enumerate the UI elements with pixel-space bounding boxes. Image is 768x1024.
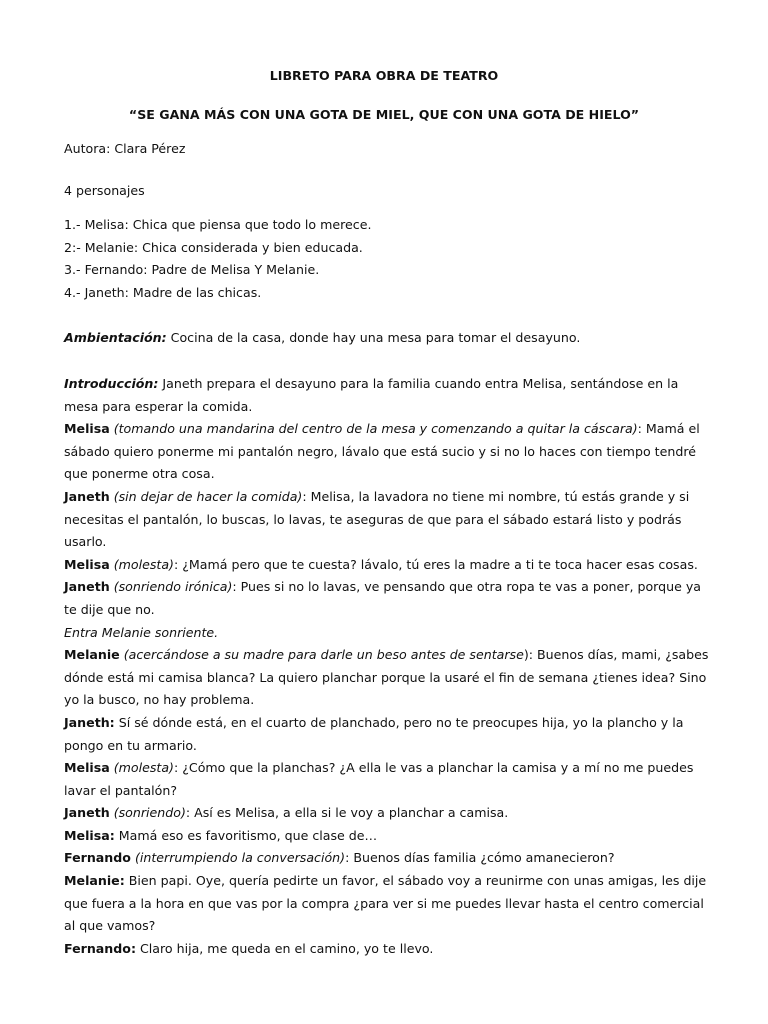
speaker-name: Melisa: [64, 556, 110, 572]
dialogue-line: [64, 938, 714, 961]
character-item: 3.- Fernando: Padre de Melisa Y Melanie.: [64, 262, 320, 278]
intro-label: Introducción:: [64, 376, 159, 391]
dialogue-text: Mamá eso es favoritismo, que clase de…: [114, 827, 378, 843]
character-list: [64, 214, 714, 304]
dialogue-text: : Así es Melisa, a ella si le voy a planchar a camisa.: [185, 805, 509, 821]
intro-text: Janeth prepara el desayuno para la familia cuando entra Melisa, sentándose en la mesa para esperar la comida.: [64, 376, 679, 414]
dialogue-line: [64, 825, 714, 848]
speaker-name: Fernando: [64, 850, 131, 866]
dialogue-text: : ¿Mamá pero que te cuesta? lávalo, tú eres la madre a ti te toca hacer esas cosas.: [173, 556, 698, 572]
stage-direction: (acercándose a su madre para darle un beso antes de sentarse: [119, 647, 524, 663]
dialogue-line: [64, 802, 714, 825]
speaker-name: Melanie:: [64, 873, 125, 889]
dialogue-line: [64, 554, 714, 577]
speaker-name: Janeth:: [64, 714, 115, 730]
dialogue-line: [64, 644, 714, 712]
stage-direction: (sonriendo): [109, 805, 186, 821]
setting-label: Ambientación:: [64, 330, 167, 345]
stage-direction-line: [64, 622, 714, 645]
character-count: 4 personajes: [64, 183, 145, 198]
character-count-line: [64, 180, 714, 203]
dialogue-line: [64, 486, 714, 554]
dialogue-text: : Pues si no lo lavas, ve pensando que otra ropa te vas a poner, porque ya te dije que no.: [64, 579, 702, 617]
speaker-name: Janeth: [64, 579, 110, 595]
dialogue-line: [64, 576, 714, 621]
speaker-name: Janeth: [64, 805, 110, 821]
document-subtitle: “SE GANA MÁS CON UNA GOTA DE MIEL, QUE CON UNA GOTA DE HIELO”: [128, 107, 640, 122]
dialogue-text: Sí sé dónde está, en el cuarto de planchado, pero no te preocupes hija, yo la plancho y la pongo en tu armario.: [64, 714, 684, 753]
speaker-name: Melisa: [64, 421, 110, 437]
script-body: [64, 373, 714, 960]
speaker-name: Melanie: [64, 647, 120, 663]
speaker-name: Janeth: [64, 488, 110, 504]
dialogue-text: : ¿Cómo que la planchas? ¿A ella le vas a planchar la camisa y a mí no me puedes lavar el pantalón?: [64, 760, 694, 798]
intro-paragraph: [64, 373, 714, 418]
character-item: 2:- Melanie: Chica considerada y bien educada.: [64, 239, 363, 255]
dialogue-text: Bien papi. Oye, quería pedirte un favor, el sábado voy a reunirme con unas amigas, les dije que fuera a la hora en que vas por la compra ¿para ver si me puedes llevar hasta el centro comercial al que vamos?: [64, 873, 707, 934]
stage-direction: (sonriendo irónica): [109, 579, 233, 595]
setting-text: Cocina de la casa, donde hay una mesa para tomar el desayuno.: [166, 330, 581, 345]
dialogue-line: [64, 757, 714, 802]
dialogue-text: : Mamá el sábado quiero ponerme mi pantalón negro, lávalo que está sucio y si no lo haces con tiempo tendré que ponerme otra cosa.: [64, 421, 700, 482]
dialogue-line: [64, 712, 714, 757]
character-item: 4.- Janeth: Madre de las chicas.: [64, 284, 262, 300]
stage-direction: (tomando una mandarina del centro de la mesa y comenzando a quitar la cáscara): [109, 421, 638, 437]
dialogue-text: : Buenos días familia ¿cómo amanecieron?: [345, 850, 615, 866]
dialogue-line: [64, 418, 714, 486]
stage-direction: Entra Melanie sonriente.: [64, 624, 219, 640]
dialogue-line: [64, 847, 714, 870]
dialogue-text: Claro hija, me queda en el camino, yo te llevo.: [135, 940, 434, 956]
author: Autora: Clara Pérez: [64, 141, 186, 156]
stage-direction: (sin dejar de hacer la comida): [109, 488, 303, 504]
speaker-name: Fernando:: [64, 940, 136, 956]
dialogue-text: ): Buenos días, mami, ¿sabes dónde está mi camisa blanca? La quiero planchar porque la usaré el fin de semana ¿tienes idea? Sino yo la busco, no hay problema.: [64, 647, 709, 708]
stage-direction: (interrumpiendo la conversación): [130, 850, 346, 866]
setting-paragraph: [64, 327, 714, 350]
dialogue-line: [64, 870, 714, 938]
author-line: [64, 138, 714, 161]
character-item: 1.- Melisa: Chica que piensa que todo lo merece.: [64, 217, 372, 232]
speaker-name: Melisa: [64, 760, 110, 776]
stage-direction: (molesta): [109, 760, 174, 776]
stage-direction: (molesta): [109, 556, 174, 572]
speaker-name: Melisa:: [64, 827, 115, 843]
dialogue-text: : Melisa, la lavadora no tiene mi nombre, tú estás grande y si necesitas el pantalón, lo buscas, lo lavas, te aseguras de que para el sábado estará listo y podrás usarlo.: [64, 488, 690, 550]
document-title: LIBRETO PARA OBRA DE TEATRO: [269, 68, 499, 83]
